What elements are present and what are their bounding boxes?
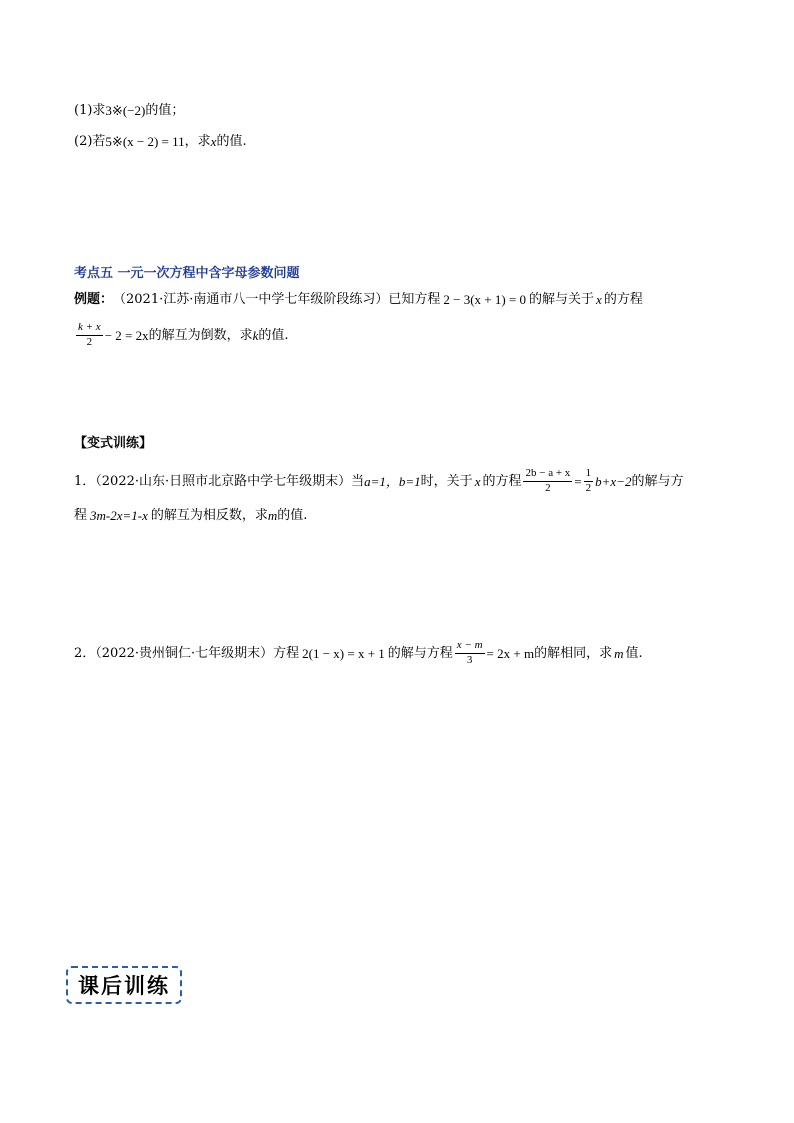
p1-variable-m: m — [267, 508, 278, 523]
p1-fraction-numerator: 2b − a + x — [523, 468, 572, 482]
example-source: （2021·江苏·南通市八一中学七年级阶段练习）已知方程 — [113, 292, 441, 307]
q2-label: (2)若 — [74, 134, 106, 149]
p1-fraction — [523, 468, 572, 494]
problem-1-line-1 — [74, 468, 683, 494]
p1-text-3: 的解与方 — [631, 473, 684, 489]
example-equation-1: 2 − 3(x + 1) = 0 — [443, 292, 527, 307]
p1-tail: 的值. — [277, 508, 308, 523]
example-equation-2: − 2 = 2x — [104, 327, 149, 343]
example-text-1: 的解与关于 — [529, 292, 595, 307]
q2-expression: 5※(x − 2) = 11 — [105, 134, 185, 149]
example-fraction — [76, 322, 103, 348]
p1-equation-2: 3m-2x=1-x — [90, 508, 148, 523]
p1-variable-x: x — [474, 473, 481, 489]
variant-heading: 【变式训练】 — [74, 436, 153, 451]
p2-fraction-numerator: x − m — [455, 640, 485, 654]
question-2 — [74, 135, 247, 148]
p2-variable-m: m — [614, 645, 624, 661]
example-line-1 — [74, 293, 643, 306]
example-tail: 的值. — [258, 327, 289, 343]
p2-equation-1: 2(1 − x) = x + 1 — [302, 645, 385, 661]
p1-half-numerator: 1 — [584, 468, 594, 482]
p1-half-denominator: 2 — [585, 481, 592, 494]
p2-text-1: 的解与方程 — [387, 645, 453, 661]
p1-condition: a=1，b=1 — [364, 473, 421, 489]
p1-line2-b: 的解互为相反数，求 — [150, 508, 268, 523]
p2-text-2: 的解相同，求 — [534, 645, 613, 661]
q2-tail: 的值. — [216, 134, 247, 149]
p1-line2-a: 程 — [74, 508, 88, 523]
question-1 — [74, 104, 184, 117]
example-label: 例题： — [74, 292, 114, 307]
after-class-training-badge: 课后训练 — [66, 966, 182, 1004]
problem-1-line-2 — [74, 509, 307, 522]
p2-tail: 值. — [625, 645, 643, 661]
example-fraction-denominator: 2 — [86, 335, 93, 348]
q1-label: (1)求 — [74, 103, 106, 118]
q2-mid: ，求 — [184, 134, 211, 149]
problem-2 — [74, 640, 643, 666]
p1-prefix: 1．（2022·山东·日照市北京路中学七年级期末）当 — [74, 473, 365, 489]
example-variable-k: k — [252, 327, 259, 343]
p1-equals: = — [574, 473, 582, 489]
example-text-3: 的解互为倒数，求 — [148, 327, 253, 343]
p1-text-2: 的方程 — [482, 473, 522, 489]
p1-half — [584, 468, 594, 494]
example-variable-x: x — [596, 292, 602, 307]
example-fraction-numerator: k + x — [76, 322, 103, 336]
section-title: 考点五 一元一次方程中含字母参数问题 — [74, 266, 300, 281]
p2-fraction-denominator: 3 — [466, 653, 473, 666]
p2-equation-2: = 2x + m — [486, 645, 535, 661]
p1-text-1: 时，关于 — [420, 473, 473, 489]
example-text-2: 的方程 — [603, 292, 643, 307]
p2-fraction — [455, 640, 485, 666]
q1-tail: 的值； — [145, 103, 185, 118]
example-line-2 — [74, 322, 289, 348]
p2-prefix: 2．（2022·贵州铜仁·七年级期末）方程 — [74, 645, 300, 661]
p1-fraction-denominator: 2 — [545, 481, 551, 494]
p1-rest: b+x−2 — [595, 473, 632, 489]
q2-variable: x — [210, 134, 217, 149]
q1-expression: 3※(−2) — [105, 103, 146, 118]
